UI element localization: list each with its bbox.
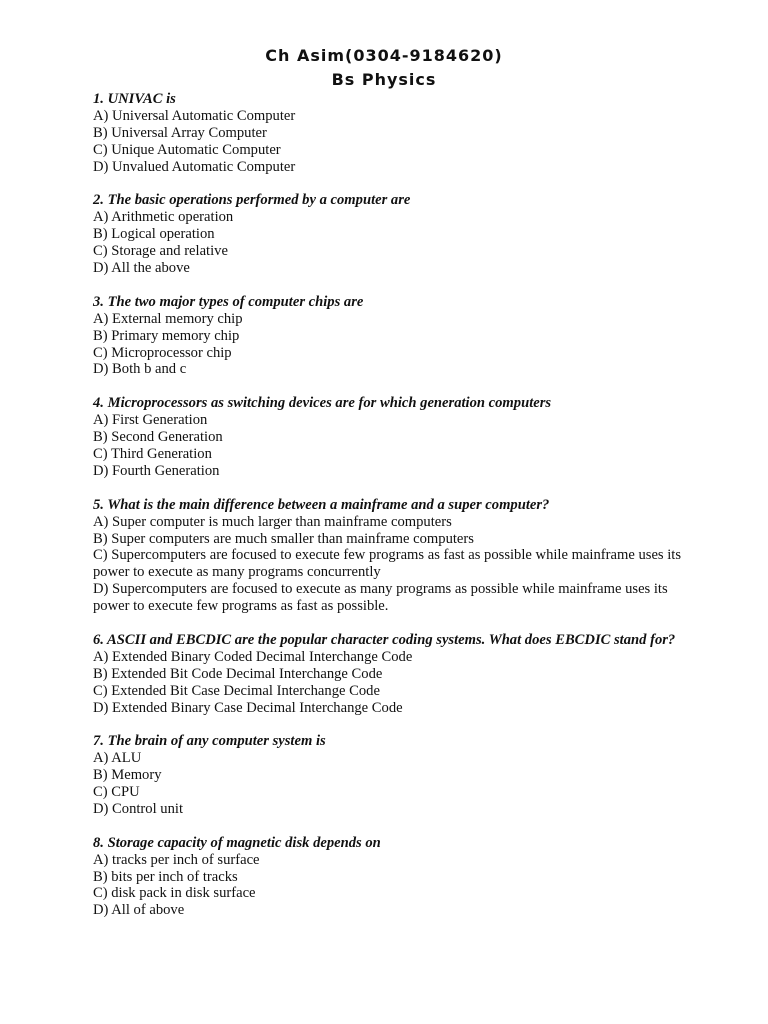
answer-option-a: A) tracks per inch of surface <box>93 851 260 868</box>
answer-option-a: A) Super computer is much larger than mainframe computers <box>93 513 452 530</box>
question-2 <box>93 192 693 277</box>
question-5 <box>93 497 693 615</box>
author-contact: Ch Asim(0304-9184620) <box>265 46 503 65</box>
answer-option-c: C) CPU <box>93 784 140 801</box>
answer-option-a: A) ALU <box>93 750 142 767</box>
answer-option-c: C) disk pack in disk surface <box>93 885 256 902</box>
answer-option-b: B) Extended Bit Code Decimal Interchange Code <box>93 665 383 682</box>
question-4 <box>93 395 693 480</box>
answer-option-a: A) First Generation <box>93 412 208 429</box>
author-subject: Bs Physics <box>331 70 437 89</box>
answer-option-d: D) Fourth Generation <box>93 462 220 479</box>
question-title: 7. The brain of any computer system is <box>93 733 326 750</box>
answer-option-d: D) Both b and c <box>93 361 187 378</box>
answer-option-a: A) Arithmetic operation <box>93 209 234 226</box>
question-3 <box>93 294 693 379</box>
answer-option-d: D) Unvalued Automatic Computer <box>93 158 296 175</box>
question-title: 8. Storage capacity of magnetic disk depends on <box>93 834 381 851</box>
answer-option-c: C) Third Generation <box>93 445 212 462</box>
answer-option-d: D) All the above <box>93 260 190 277</box>
answer-option-a: A) External memory chip <box>93 310 243 327</box>
answer-option-b: B) Super computers are much smaller than mainframe computers <box>93 530 474 547</box>
question-title: 5. What is the main difference between a mainframe and a super computer? <box>93 496 550 513</box>
question-1 <box>93 91 693 176</box>
question-list <box>93 91 693 936</box>
answer-option-b: B) Logical operation <box>93 226 215 243</box>
question-8 <box>93 835 693 920</box>
answer-option-c: C) Unique Automatic Computer <box>93 141 281 158</box>
question-6 <box>93 632 693 717</box>
answer-option-c: C) Supercomputers are focused to execute few programs as fast as possible while mainframe uses its power to execute as many programs concurrently <box>93 547 682 581</box>
answer-option-a: A) Extended Binary Coded Decimal Interchange Code <box>93 648 413 665</box>
answer-option-c: C) Extended Bit Case Decimal Interchange Code <box>93 682 380 699</box>
question-title: 1. UNIVAC is <box>93 91 176 107</box>
answer-option-b: B) Primary memory chip <box>93 327 240 344</box>
answer-option-c: C) Storage and relative <box>93 243 228 260</box>
question-title: 3. The two major types of computer chips are <box>93 293 364 310</box>
answer-option-a: A) Universal Automatic Computer <box>93 107 296 124</box>
document-header <box>0 44 768 92</box>
answer-option-d: D) Extended Binary Case Decimal Interchange Code <box>93 699 403 716</box>
answer-option-d: D) Control unit <box>93 800 183 817</box>
question-title: 6. ASCII and EBCDIC are the popular character coding systems. What does EBCDIC stand for? <box>93 631 676 648</box>
answer-option-b: B) Memory <box>93 767 162 784</box>
question-title: 4. Microprocessors as switching devices are for which generation computers <box>93 395 552 412</box>
question-7 <box>93 733 693 818</box>
question-title: 2. The basic operations performed by a computer are <box>93 192 411 209</box>
answer-option-b: B) bits per inch of tracks <box>93 868 238 885</box>
answer-option-b: B) Universal Array Computer <box>93 124 267 141</box>
answer-option-c: C) Microprocessor chip <box>93 344 232 361</box>
answer-option-d: D) All of above <box>93 902 185 919</box>
answer-option-b: B) Second Generation <box>93 429 223 446</box>
answer-option-d: D) Supercomputers are focused to execute as many programs as possible while mainframe uses its power to execute few programs as fast as possible. <box>93 581 668 615</box>
